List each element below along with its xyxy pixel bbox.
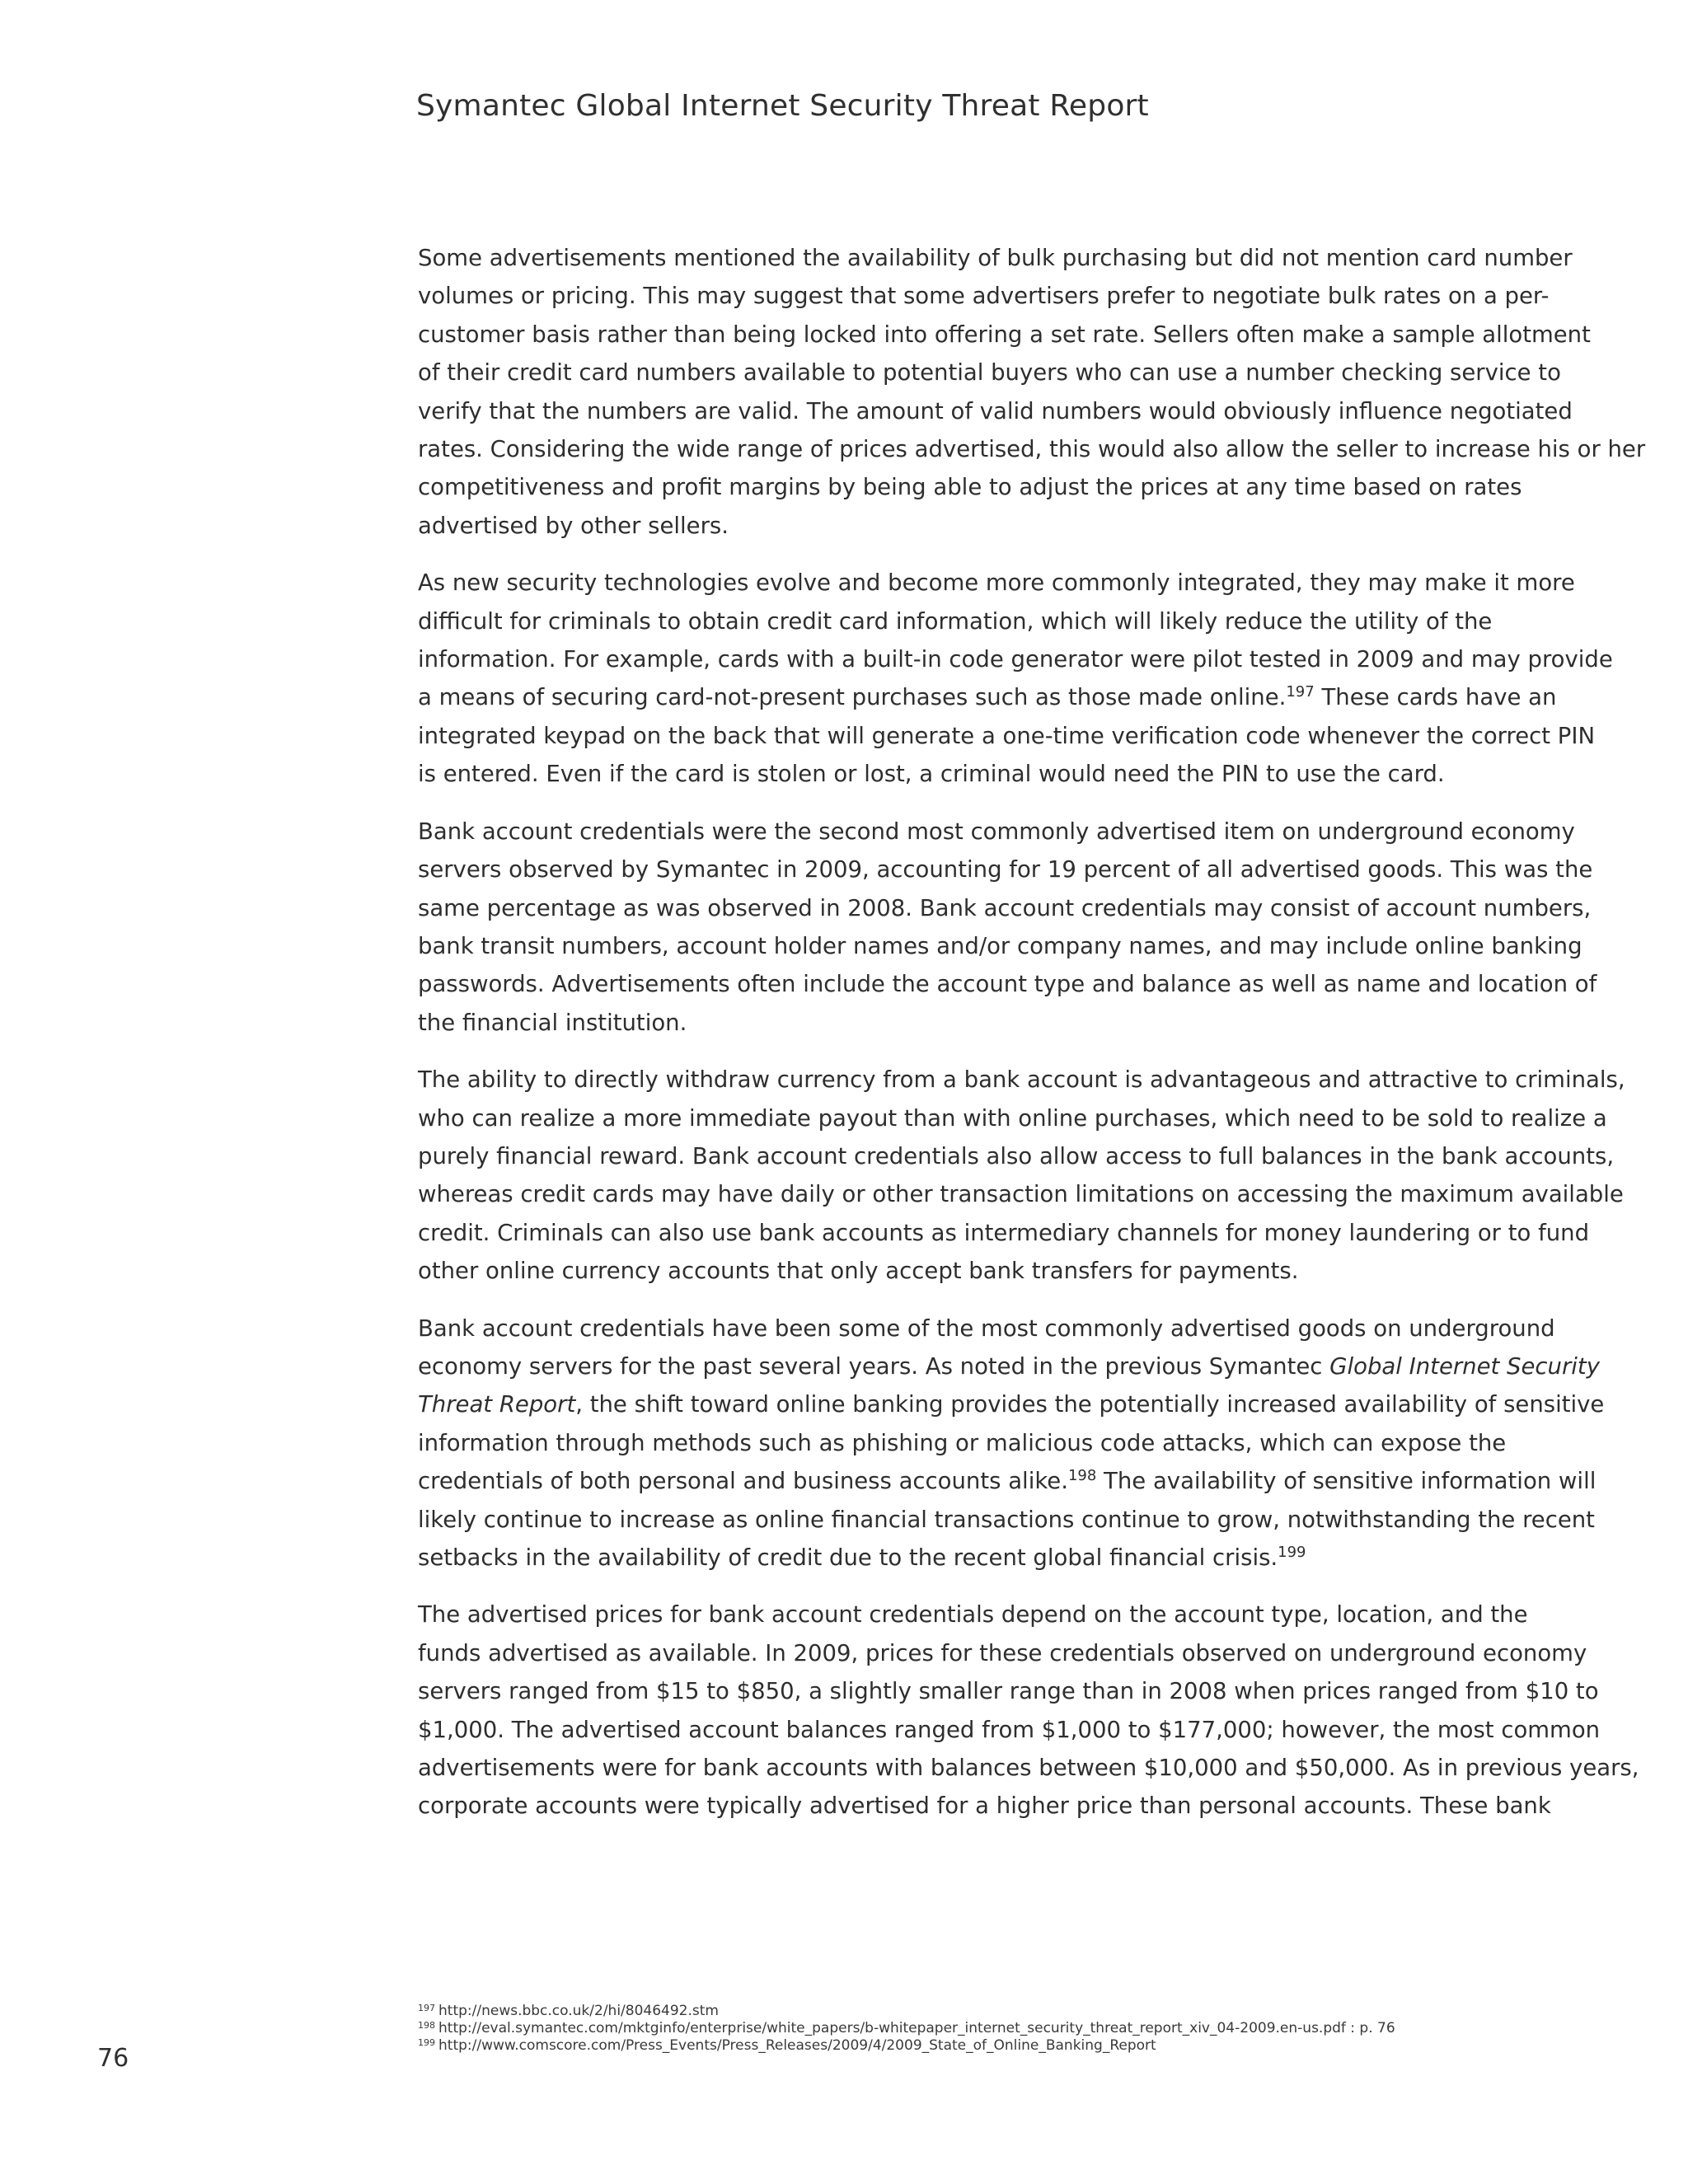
- paragraph-4: [418, 1061, 1625, 1290]
- paragraph-2: [418, 564, 1613, 793]
- text-segment: The availability of sensitive information will: [1096, 1468, 1597, 1495]
- report-title-italic: Global Internet Security: [1329, 1352, 1600, 1380]
- text-line: advertisements were for bank accounts with balances between $10,000 and $50,000. As in previous years,: [418, 1755, 1639, 1782]
- text-line: information. For example, cards with a built-in code generator were pilot tested in 2009 and may provide: [418, 646, 1613, 673]
- text-line: [418, 1539, 1597, 1577]
- text-line: information through methods such as phishing or malicious code attacks, which can expose the: [418, 1429, 1507, 1456]
- text-line: funds advertised as available. In 2009, prices for these credentials observed on underground economy: [418, 1639, 1587, 1666]
- body-text: [418, 239, 1646, 1844]
- paragraph-5: [418, 1310, 1605, 1577]
- footnote-199: [418, 2037, 1395, 2055]
- paragraph-1: [418, 239, 1646, 545]
- text-line: [418, 1347, 1600, 1385]
- report-title-italic: Threat Report: [418, 1391, 576, 1418]
- text-line: volumes or pricing. This may suggest that some advertisers prefer to negotiate bulk rates on a per-: [418, 283, 1550, 310]
- text-segment: setbacks in the availability of credit due to the recent global financial crisis.: [418, 1544, 1278, 1571]
- footnote-ref-198: 198: [1067, 1467, 1097, 1485]
- text-line: corporate accounts were typically advertised for a higher price than personal accounts. These bank: [418, 1793, 1551, 1820]
- text-line: The ability to directly withdraw currency from a bank account is advantageous and attractive to criminals,: [418, 1066, 1625, 1094]
- text-line: [418, 678, 1597, 716]
- text-line: servers observed by Symantec in 2009, accounting for 19 percent of all advertised goods. This was the: [418, 856, 1593, 883]
- text-line: credit. Criminals can also use bank accounts as intermediary channels for money laundering or to fund: [418, 1219, 1590, 1246]
- text-line: difficult for criminals to obtain credit card information, which will likely reduce the utility of the: [418, 607, 1493, 635]
- text-line: advertised by other sellers.: [418, 512, 729, 539]
- text-line: $1,000. The advertised account balances ranged from $1,000 to $177,000; however, the most common: [418, 1716, 1601, 1743]
- footnote-number: 199: [418, 2037, 435, 2048]
- text-line: servers ranged from $15 to $850, a slightly smaller range than in 2008 when prices ranged from $10 to: [418, 1678, 1599, 1705]
- text-segment: economy servers for the past several years. As noted in the previous Symantec: [418, 1352, 1330, 1380]
- text-line: same percentage as was observed in 2008. Bank account credentials may consist of account numbers,: [418, 894, 1592, 921]
- text-line: who can realize a more immediate payout than with online purchases, which need to be sold to realize a: [418, 1104, 1607, 1132]
- footnote-198: [418, 2020, 1395, 2037]
- text-line: Bank account credentials were the second most commonly advertised item on underground economy: [418, 818, 1575, 845]
- text-line: other online currency accounts that only accept bank transfers for payments.: [418, 1258, 1299, 1285]
- text-line: verify that the numbers are valid. The amount of valid numbers would obviously influence negotiated: [418, 397, 1573, 424]
- paragraph-6: [418, 1596, 1639, 1825]
- text-line: is entered. Even if the card is stolen or lost, a criminal would need the PIN to use the card.: [418, 761, 1445, 788]
- footnote-link[interactable]: http://eval.symantec.com/mktginfo/enterprise/white_papers/b-whitepaper_internet_security_threat_report_xiv_04-2009.en-us.pdf : p. 76: [438, 2020, 1395, 2036]
- footnote-link[interactable]: http://www.comscore.com/Press_Events/Press_Releases/2009/4/2009_State_of_Online_Banking_Report: [438, 2037, 1156, 2054]
- text-line: customer basis rather than being locked into offering a set rate. Sellers often make a sample allotment: [418, 321, 1591, 348]
- text-line: purely financial reward. Bank account credentials also allow access to full balances in the bank accounts,: [418, 1142, 1615, 1169]
- text-line: likely continue to increase as online financial transactions continue to grow, notwithstanding the recent: [418, 1506, 1595, 1533]
- text-line: As new security technologies evolve and become more commonly integrated, they may make it more: [418, 569, 1575, 597]
- text-segment: credentials of both personal and business accounts alike.: [418, 1468, 1068, 1495]
- report-title: Symantec Global Internet Security Threat Report: [416, 89, 1149, 123]
- footnote-number: 197: [418, 2003, 435, 2013]
- text-line: The advertised prices for bank account credentials depend on the account type, location, and the: [418, 1601, 1528, 1629]
- footnote-ref-197: 197: [1286, 683, 1315, 701]
- footnotes: [418, 2003, 1395, 2055]
- text-segment: , the shift toward online banking provides the potentially increased availability of sensitive: [575, 1391, 1605, 1418]
- paragraph-3: [418, 813, 1597, 1042]
- text-segment: These cards have an: [1314, 684, 1557, 711]
- text-line: Some advertisements mentioned the availability of bulk purchasing but did not mention card number: [418, 245, 1573, 271]
- text-line: competitiveness and profit margins by being able to adjust the prices at any time based on rates: [418, 474, 1522, 501]
- footnote-197: [418, 2003, 1395, 2020]
- page-number: 76: [97, 2044, 129, 2073]
- text-line: passwords. Advertisements often include the account type and balance as well as name and location of: [418, 971, 1597, 998]
- text-line: [418, 1462, 1597, 1500]
- text-line: Bank account credentials have been some of the most commonly advertised goods on underground: [418, 1315, 1555, 1342]
- text-line: bank transit numbers, account holder names and/or company names, and may include online banking: [418, 932, 1582, 959]
- text-line: of their credit card numbers available to potential buyers who can use a number checking service to: [418, 359, 1561, 387]
- footnote-ref-199: 199: [1278, 1544, 1306, 1561]
- footnote-number: 198: [418, 2020, 435, 2031]
- text-line: the financial institution.: [418, 1009, 687, 1036]
- text-line: whereas credit cards may have daily or other transaction limitations on accessing the maximum available: [418, 1181, 1624, 1208]
- footnote-link[interactable]: http://news.bbc.co.uk/2/hi/8046492.stm: [438, 2003, 719, 2019]
- text-segment: a means of securing card-not-present purchases such as those made online.: [418, 684, 1287, 711]
- text-line: [418, 1385, 1605, 1423]
- text-line: integrated keypad on the back that will generate a one-time verification code whenever the correct PIN: [418, 722, 1596, 749]
- text-line: rates. Considering the wide range of prices advertised, this would also allow the seller to increase his or her: [418, 436, 1646, 463]
